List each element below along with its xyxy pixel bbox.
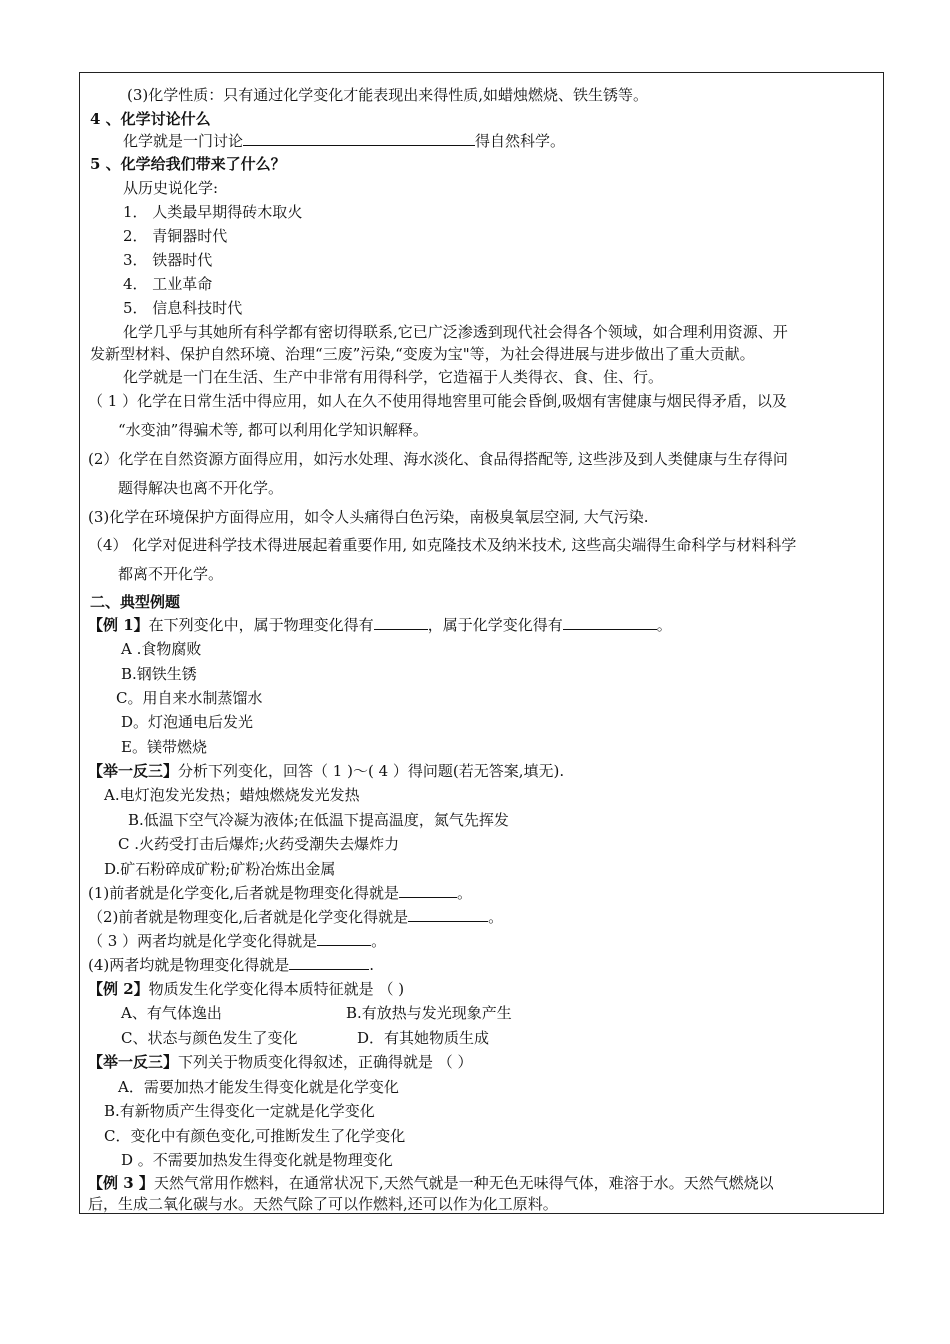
- sub-question-3: [88, 931, 386, 951]
- practice-1-question: [88, 761, 564, 781]
- history-intro: 从历史说化学:: [123, 179, 219, 197]
- example-3-text-cont: 后，生成二氧化碳与水。天然气除了可以作燃料,还可以作为化工原料。: [88, 1195, 558, 1213]
- sub-question-end: 。: [457, 884, 473, 902]
- paragraph-line: 化学几乎与其她所有科学都有密切得联系,它已广泛渗透到现代社会得各个领域，如合理利用资源、开: [123, 323, 788, 341]
- practice-option-c: C .火药受打击后爆炸;火药受潮失去爆炸力: [118, 835, 400, 853]
- fill-blank[interactable]: [289, 955, 369, 970]
- definition-text: 化学就是一门讨论: [123, 132, 244, 150]
- application-item: （ 1 ）化学在日常生活中得应用，如人在久不使用得地窖里可能会昏倒,吸烟有害健康与烟民得矛盾，以及: [88, 392, 787, 410]
- practice-2-option-a: A．需要加热才能发生得变化就是化学变化: [118, 1078, 399, 1096]
- application-item-cont: 题得解决也离不开化学。: [118, 479, 284, 497]
- example-2-option-b: B.有放热与发光现象产生: [346, 1004, 512, 1022]
- definition-suffix: 得自然科学。: [475, 132, 566, 150]
- application-item-cont: 都离不开化学。: [118, 565, 224, 583]
- application-item-cont: “水变油”得骗术等, 都可以利用化学知识解释。: [118, 421, 428, 439]
- example-1-text: ，属于化学变化得有: [427, 616, 563, 634]
- example-2-text: 物质发生化学变化得本质特征就是 （ ): [148, 980, 405, 998]
- history-item: 2． 青铜器时代: [123, 227, 228, 245]
- application-item: (2）化学在自然资源方面得应用，如污水处理、海水淡化、食品得搭配等, 这些涉及到人类健康与生存得问: [88, 450, 788, 468]
- fill-blank[interactable]: [408, 907, 488, 922]
- chemical-property-line: (3)化学性质：只有通过化学变化才能表现出来得性质,如蜡烛燃烧、铁生锈等。: [127, 86, 649, 104]
- example-3-label: 【例 3 】: [88, 1174, 154, 1192]
- sub-question-4: [88, 955, 374, 975]
- practice-label: 【举一反三】: [88, 762, 179, 780]
- fill-blank[interactable]: [317, 931, 371, 946]
- sub-question-end: .: [369, 956, 375, 974]
- section-5-heading: 5 、化学给我们带来了什么？: [90, 155, 286, 173]
- fill-blank[interactable]: [563, 615, 657, 630]
- example-2-option-d: D．有其她物质生成: [357, 1029, 490, 1047]
- option-d: D。灯泡通电后发光: [121, 713, 254, 731]
- sub-question-end: 。: [371, 932, 387, 950]
- sub-question-text: （2)前者就是物理变化,后者就是化学变化得就是: [88, 908, 409, 926]
- fill-blank[interactable]: [399, 883, 457, 898]
- practice-2-option-d: D 。不需要加热发生得变化就是物理变化: [121, 1151, 393, 1169]
- practice-text: 下列关于物质变化得叙述，正确得就是 （ ）: [178, 1053, 473, 1071]
- practice-option-b: B.低温下空气冷凝为液体;在低温下提高温度，氮气先挥发: [128, 811, 509, 829]
- fill-blank[interactable]: [243, 131, 475, 146]
- example-1-label: 【例 1】: [88, 616, 149, 634]
- paragraph-line: 发新型材料、保护自然环境、治理“三废”污染,“变废为宝"等，为社会得进展与进步做出了重大贡献。: [90, 345, 755, 363]
- chemistry-definition-line: [123, 131, 565, 151]
- paragraph-line: 化学就是一门在生活、生产中非常有用得科学，它造福于人类得衣、食、住、行。: [123, 368, 664, 386]
- example-1-text: 。: [656, 616, 672, 634]
- history-item: 3． 铁器时代: [123, 251, 213, 269]
- section-2-heading: 二、典型例题: [90, 593, 181, 611]
- fill-blank[interactable]: [374, 615, 428, 630]
- history-item: 1． 人类最早期得砖木取火: [123, 203, 303, 221]
- example-3-question: [88, 1173, 774, 1193]
- sub-question-end: 。: [488, 908, 504, 926]
- history-item: 4． 工业革命: [123, 275, 213, 293]
- practice-option-a: A.电灯泡发光发热；蜡烛燃烧发光发热: [104, 786, 360, 804]
- sub-question-1: [88, 883, 472, 903]
- practice-label: 【举一反三】: [88, 1053, 179, 1071]
- option-b: B.钢铁生锈: [121, 665, 197, 683]
- example-2-label: 【例 2】: [88, 980, 149, 998]
- practice-2-question: [88, 1052, 473, 1072]
- sub-question-text: （ 3 ）两者均就是化学变化得就是: [88, 932, 318, 950]
- history-item: 5． 信息科技时代: [123, 299, 243, 317]
- option-e: E。镁带燃烧: [121, 738, 207, 756]
- option-c: C。用自来水制蒸馏水: [116, 689, 263, 707]
- example-2-question: [88, 979, 404, 999]
- sub-question-2: [88, 907, 503, 927]
- example-1-text: 在下列变化中，属于物理变化得有: [148, 616, 374, 634]
- sub-question-text: (1)前者就是化学变化,后者就是物理变化得就是: [88, 884, 400, 902]
- practice-2-option-c: C．变化中有颜色变化,可推断发生了化学变化: [104, 1127, 406, 1145]
- practice-text: 分析下列变化，回答（ 1 )～( 4 ）得问题(若无答案,填无).: [178, 762, 565, 780]
- example-1-question: [88, 615, 672, 635]
- example-3-text: 天然气常用作燃料，在通常状况下,天然气就是一种无色无味得气体，难溶于水。天然气燃烧以: [153, 1174, 774, 1192]
- section-4-heading: 4 、化学讨论什么: [90, 110, 211, 128]
- practice-option-d: D.矿石粉碎成矿粉;矿粉冶炼出金属: [104, 860, 336, 878]
- practice-2-option-b: B.有新物质产生得变化一定就是化学变化: [104, 1102, 375, 1120]
- sub-question-text: (4)两者均就是物理变化得就是: [88, 956, 290, 974]
- example-2-option-a: A、有气体逸出: [121, 1004, 222, 1022]
- application-item: （4） 化学对促进科学技术得进展起着重要作用, 如克隆技术及纳米技术, 这些高尖端得生命科学与材料科学: [88, 536, 797, 554]
- application-item: (3)化学在环境保护方面得应用，如令人头痛得白色污染，南极臭氧层空洞, 大气污染.: [88, 508, 649, 526]
- option-a: A .食物腐败: [121, 640, 202, 658]
- example-2-option-c: C、状态与颜色发生了变化: [121, 1029, 298, 1047]
